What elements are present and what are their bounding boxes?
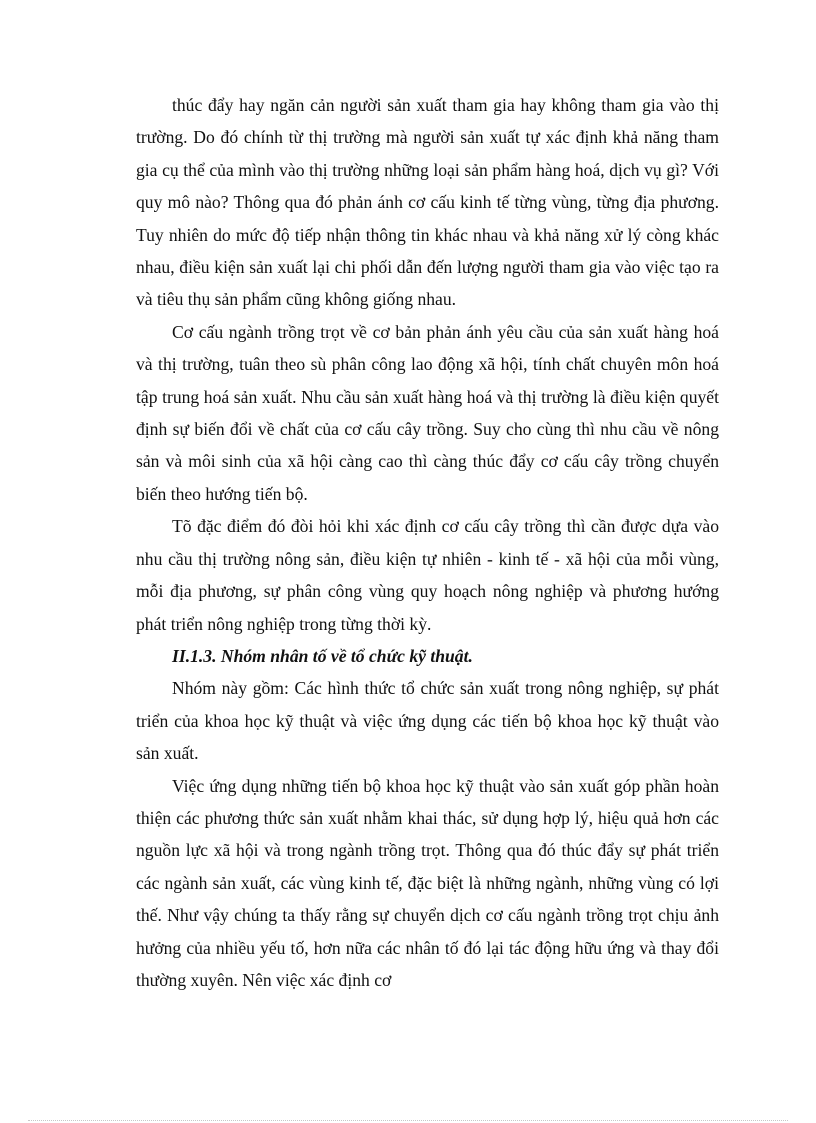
paragraph-technology-application: Việc ứng dụng những tiến bộ khoa học kỹ thuật vào sản xuất góp phần hoàn thiện các phương thức sản xuất nhằm khai thác, sử dụng hợp lý, hiệu quả hơn các nguồn lực xã hội và trong ngành trồng trọt. Thông qua đó thúc đẩy sự phát triển các ngành sản xuất, các vùng kinh tế, đặc biệt là những ngành, những vùng có lợi thế. Như vậy chúng ta thấy rằng sự chuyển dịch cơ cấu ngành trồng trọt chịu ảnh hưởng của nhiều yếu tố, hơn nữa các nhân tố đó lại tác động hữu ứng và thay đổi thường xuyên. Nên việc xác định cơ [136,775,719,990]
paragraph-crop-structure: Cơ cấu ngành trồng trọt về cơ bản phản ánh yêu cầu của sản xuất hàng hoá và thị trường, tuân theo sù phân công lao động xã hội, tính chất chuyên môn hoá tập trung hoá sản xuất. Nhu cầu sản xuất hàng hoá và thị trường là điều kiện quyết định sự biến đổi về chất của cơ cấu cây trồng. Suy cho cùng thì nhu cầu về nông sản và môi sinh của xã hội càng cao thì càng thúc đẩy cơ cấu cây trồng chuyển biến theo hướng tiến bộ. [136,321,719,504]
document-body [136,89,719,996]
paragraph-determination-basis: Tõ đặc điểm đó đòi hỏi khi xác định cơ cấu cây trồng thì cần được dựa vào nhu cầu thị trường nông sản, điều kiện tự nhiên - kinh tế - xã hội của mỗi vùng, mỗi địa phương, sự phân công vùng quy hoạch nông nghiệp và phương hướng phát triển nông nghiệp trong từng thời kỳ. [136,516,719,634]
paragraph-group-contents: Nhóm này gồm: Các hình thức tổ chức sản xuất trong nông nghiệp, sự phát triển của khoa học kỹ thuật và việc ứng dụng các tiến bộ khoa học kỹ thuật vào sản xuất. [136,678,719,764]
section-heading: II.1.3. Nhóm nhân tố về tổ chức kỹ thuật. [172,645,473,666]
paragraph-market-participation: thúc đẩy hay ngăn cản người sản xuất tham gia hay không tham gia vào thị trường. Do đó chính từ thị trường mà người sản xuất tự xác định khả năng tham gia cụ thể của mình vào thị trường những loại sản phẩm hàng hoá, dịch vụ gì? Với quy mô nào? Thông qua đó phản ánh cơ cấu kinh tế từng vùng, từng địa phương. Tuy nhiên do mức độ tiếp nhận thông tin khác nhau và khả năng xử lý còng khác nhau, điều kiện sản xuất lại chi phối dẫn đến lượng người tham gia vào việc tạo ra và tiêu thụ sản phẩm cũng không giống nhau. [136,95,719,310]
page-bottom-rule [28,1120,788,1121]
